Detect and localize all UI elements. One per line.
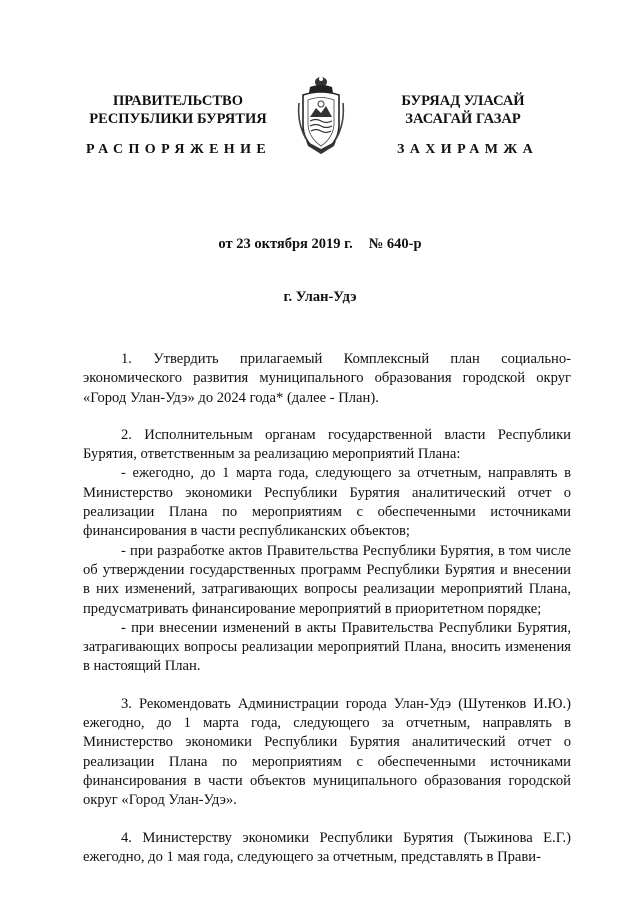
document-number: № 640-р — [368, 236, 422, 252]
paragraph-1: 1. Утвердить прилагаемый Комплексный план социально-экономического развития муниципального образования городской округ «Город Улан-Удэ» до 2024 года* (далее - План). — [83, 351, 571, 406]
document-city: г. Улан-Удэ — [283, 289, 357, 305]
paragraph-2-item-3: - при внесении изменений в акты Правительства Республики Бурятия, затрагивающих вопросы реализации мероприятий Плана, вносить изменения в настоящий План. — [83, 619, 571, 675]
coat-of-arms-icon — [296, 73, 346, 156]
paragraph-2-item-1: - ежегодно, до 1 марта года, следующего за отчетным, направлять в Министерство экономики Республики Бурятия аналитический отчет о реализации Плана по мероприятиям с обеспеченными источниками финансирования в части республиканских объектов; — [83, 465, 571, 540]
issuer-name-russian — [84, 92, 272, 128]
issuer-line-2-buryat: ЗАСАГАЙ ГАЗАР — [405, 111, 521, 127]
issuer-line-1: ПРАВИТЕЛЬСТВО — [113, 93, 243, 109]
document-body — [83, 350, 571, 867]
issuer-name-buryat — [370, 92, 556, 128]
issuer-line-2: РЕСПУБЛИКИ БУРЯТИЯ — [89, 111, 267, 127]
paragraph-2: 2. Исполнительным органам государственной власти Республики Бурятия, ответственным за реализацию мероприятий Плана: — [83, 426, 571, 463]
paragraph-3: 3. Рекомендовать Администрации города Улан-Удэ (Шутенков И.Ю.) ежегодно, до 1 марта года, следующего за отчетным, направлять в Министерство экономики Республики Бурятия аналитический отчет о реализации Плана по мероприятиям с обеспеченными источниками финансирования в части объектов муниципального образования городской округ «Город Улан-Удэ». — [83, 695, 571, 809]
issuer-line-1-buryat: БУРЯАД УЛАСАЙ — [401, 93, 525, 109]
date-number-line — [0, 236, 640, 253]
doc-type-russian: РАСПОРЯЖЕНИЕ — [86, 142, 272, 157]
paragraph-2-item-2: - при разработке актов Правительства Республики Бурятия, в том числе об утверждении государственных программ Республики Бурятия и внесении в них изменений, затрагивающих вопросы реализации мероприятий Плана, предусматривать финансирование мероприятий в приоритетном порядке; — [83, 542, 571, 617]
document-date: от 23 октября 2019 г. — [218, 236, 353, 252]
doc-type-buryat: ЗАХИРАМЖА — [397, 142, 539, 157]
paragraph-4: 4. Министерству экономики Республики Бурятия (Тыжинова Е.Г.) ежегодно, до 1 мая года, следующего за отчетным, представлять в Прави- — [83, 829, 571, 865]
